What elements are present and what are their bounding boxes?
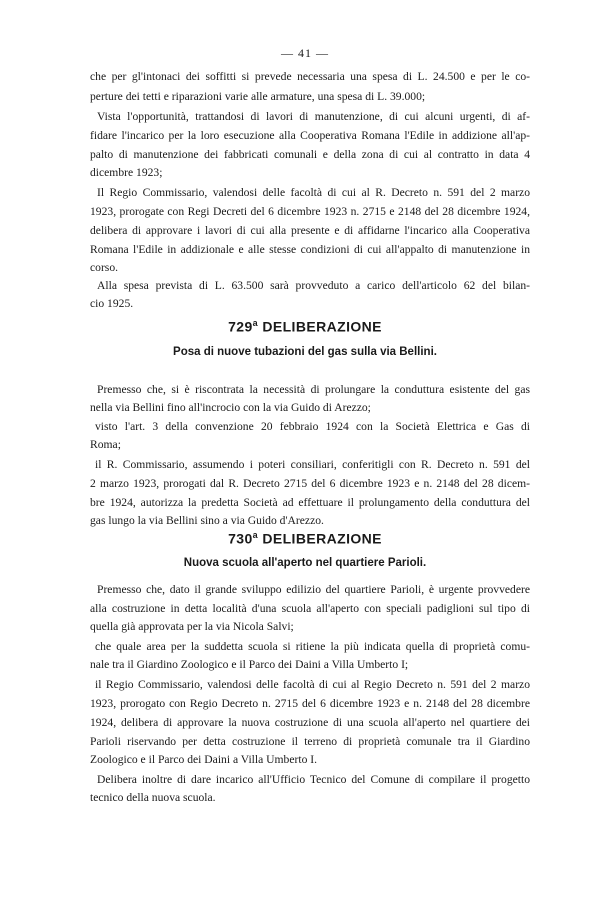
text-line: fidare l'incarico per la loro esecuzione alla Cooperativa Romana l'Edile in addizione all'ap- <box>90 129 530 142</box>
text-line: quella già approvata per la via Nicola Salvi; <box>90 620 294 633</box>
page-number: — 41 — <box>281 46 329 60</box>
text-line: il Regio Commissario, valendosi delle facoltà di cui al Regio Decreto n. 591 del 2 marzo <box>95 678 530 691</box>
text-line: tecnico della nuova scuola. <box>90 791 216 804</box>
text-line: visto l'art. 3 della convenzione 20 febbraio 1924 con la Società Elettrica e Gas di <box>95 420 530 433</box>
text-line: perture dei tetti e riparazioni varie alle armature, una spesa di L. 39.000; <box>90 90 426 103</box>
section-number: 730 <box>228 530 253 547</box>
text-line: Alla spesa prevista di L. 63.500 sarà provveduto a carico dell'articolo 62 del bilan- <box>97 279 530 292</box>
text-line: 1924, delibera di approvare la nuova costruzione di una scuola all'aperto nel quartiere dei <box>90 716 530 729</box>
text-line: Delibera inoltre di dare incarico all'Ufficio Tecnico del Comune di compilare il progetto <box>97 773 530 786</box>
section-title: DELIBERAZIONE <box>262 318 382 335</box>
text-line: che quale area per la suddetta scuola si ritiene la più indicata quella di proprietà comu- <box>95 640 530 653</box>
text-line: nale tra il Giardino Zoologico e il Parco dei Daini a Villa Umberto I; <box>90 658 409 671</box>
text-line: Parioli riservando per detta costruzione il terreno di proprietà comunale tra il Giardino <box>90 735 530 748</box>
text-line: Il Regio Commissario, valendosi delle facoltà di cui al R. Decreto n. 591 del 2 marzo <box>97 186 530 199</box>
text-line: cio 1925. <box>90 297 134 310</box>
section-number: 729 <box>228 318 253 335</box>
text-line: corso. <box>90 261 119 274</box>
text-line: 1923, prorogato con Regio Decreto n. 2715 del 6 dicembre 1923 e n. 2148 del 28 dicembre <box>90 697 530 710</box>
text-line: che per gl'intonaci dei soffitti si prevede necessaria una spesa di L. 24.500 e per le co- <box>90 70 530 83</box>
section-heading <box>0 318 610 335</box>
section-heading <box>0 530 610 547</box>
text-line: Roma; <box>90 438 121 451</box>
section-number-suffix: a <box>252 530 259 540</box>
text-line: delibera di approvare i lavori di cui alla presente e di affidarne l'incarico alla Cooperativa <box>90 224 530 237</box>
text-line: Premesso che, si è riscontrata la necessità di prolungare la conduttura esistente del gas <box>97 383 530 396</box>
text-line: palto di manutenzione dei fabbricati comunali e della zona di cui al contratto in data 4 <box>90 148 530 161</box>
text-line: Romana l'Edile in addizionale e alle stesse condizioni di cui all'appalto di manutenzione in <box>90 243 530 256</box>
text-line: 1923, prorogate con Regi Decreti del 6 dicembre 1923 n. 2715 e 2148 del 28 dicembre 1924, <box>90 205 530 218</box>
text-line: 2 marzo 1923, prorogati dal R. Decreto 2715 del 6 dicembre 1923 e n. 2148 del 28 dicem- <box>90 477 530 490</box>
text-line: Vista l'opportunità, trattandosi di lavori di manutenzione, di cui alcuni urgenti, di af- <box>97 110 530 123</box>
text-line: alla costruzione in detta località d'una scuola all'aperto con speciali padiglioni sul tipo di <box>90 602 530 615</box>
text-line: nella via Bellini fino all'incrocio con la via Guido di Arezzo; <box>90 401 371 414</box>
text-line: bre 1924, autorizza la predetta Società ad effettuare il prolungamento della conduttura del <box>90 496 530 509</box>
text-line: Premesso che, dato il grande sviluppo edilizio del quartiere Parioli, è urgente provvedere <box>97 583 530 596</box>
section-subtitle: Nuova scuola all'aperto nel quartiere Parioli. <box>183 557 427 569</box>
section-number-suffix: a <box>252 318 259 328</box>
section-subtitle: Posa di nuove tubazioni del gas sulla via Bellini. <box>173 346 437 358</box>
text-line: Zoologico e il Parco dei Daini a Villa Umberto I. <box>90 753 318 766</box>
section-title: DELIBERAZIONE <box>262 530 382 547</box>
text-line: il R. Commissario, assumendo i poteri consiliari, conferitigli con R. Decreto n. 591 del <box>95 458 530 471</box>
text-line: gas lungo la via Bellini sino a via Guido d'Arezzo. <box>90 514 324 527</box>
text-line: dicembre 1923; <box>90 166 163 179</box>
